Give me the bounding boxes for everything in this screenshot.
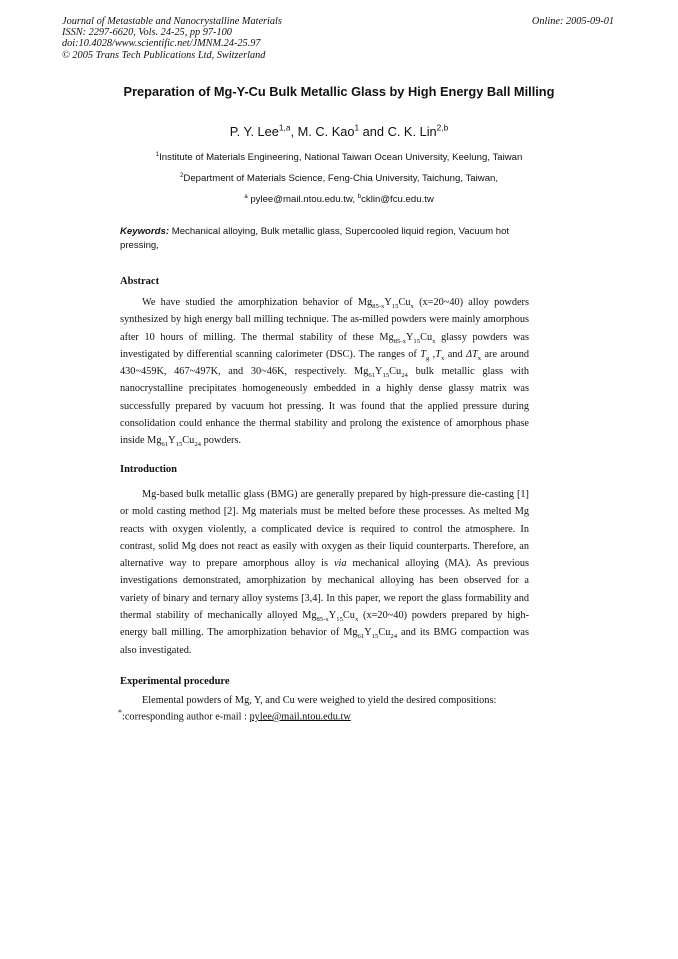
subscript: x xyxy=(410,303,414,311)
issn-line: ISSN: 2297-6620, Vols. 24-25, pp 97-100 xyxy=(62,27,232,39)
subscript: 24 xyxy=(390,633,398,641)
author-separator: , xyxy=(290,124,298,139)
text-run: Y xyxy=(168,435,176,447)
author-lee-mark: 1,a xyxy=(278,122,291,133)
text-run: mechanical alloying (MA). As previous investigations demonstrated, amorphization by mechanical alloying has been observed for a variety of binary and ternary alloy systems [3,4]. In this paper, we report the glass formability and thermal stability of mechanically alloyed Mg xyxy=(120,558,529,622)
text-run: Cu xyxy=(342,610,355,622)
keywords-label: Keywords: xyxy=(120,226,170,237)
symbol-tx: T xyxy=(435,348,441,360)
journal-name: Journal of Metastable and Nanocrystalline Materials xyxy=(62,16,282,27)
subscript: 85-x xyxy=(372,303,385,311)
author-lin: C. K. Lin xyxy=(387,124,437,139)
keywords-text: Mechanical alloying, Bulk metallic glass, Supercooled liquid region, Vacuum hot pressing, xyxy=(120,226,510,251)
text-run: Y xyxy=(405,331,414,343)
email-b: cklin@fcu.edu.tw xyxy=(361,194,434,205)
author-list xyxy=(0,124,678,139)
text-run: Cu xyxy=(420,331,433,343)
corresponding-email-link[interactable]: pylee@mail.ntou.edu.tw xyxy=(249,711,351,723)
abstract-paragraph xyxy=(120,294,529,450)
email-a: pylee@mail.ntou.edu.tw, xyxy=(247,194,358,205)
subscript: 15 xyxy=(413,337,421,345)
author-lee: P. Y. Lee xyxy=(229,124,279,139)
text-run: Cu xyxy=(398,297,411,308)
paper-title: Preparation of Mg-Y-Cu Bulk Metallic Glass by High Energy Ball Milling xyxy=(123,84,555,99)
text-run: powders. xyxy=(201,435,242,447)
text-run: Cu xyxy=(389,366,402,378)
text-run: , xyxy=(429,348,436,360)
text-run: Mg-based bulk metallic glass (BMG) are generally prepared by high-pressure die-casting [1] or mold casting method [2]. Mg materials must be melted before these processes. As melted Mg reacts with oxygen violently, a complicated device is required to control the atmosphere. In contrast, solid Mg does not react as easily with oxygen as their liquid counterparts. Therefore, an alternative way to prepare amorphous alloy is xyxy=(120,489,529,570)
symbol-delta-tx: ΔT xyxy=(465,348,478,360)
symbol-tg: T xyxy=(420,348,426,360)
author-emails xyxy=(0,194,678,205)
affiliation-2 xyxy=(0,173,678,184)
subscript: 85-x xyxy=(316,616,329,624)
subscript: 61 xyxy=(161,441,169,449)
introduction-heading: Introduction xyxy=(120,464,177,475)
text-run: Y xyxy=(328,610,337,622)
author-lin-mark: 2,b xyxy=(436,122,449,133)
text-run: Y xyxy=(364,627,372,639)
author-separator: and xyxy=(359,124,388,139)
introduction-paragraph xyxy=(120,486,529,659)
subscript: 15 xyxy=(371,633,379,641)
copyright-line: © 2005 Trans Tech Publications Ltd, Switzerland xyxy=(62,49,266,61)
subscript: x xyxy=(440,354,445,362)
footnote-label: :corresponding author e-mail : xyxy=(122,711,250,723)
affiliation-2-mark: 2 xyxy=(179,171,184,179)
text-run: and its BMG compaction was also investigated. xyxy=(120,627,529,656)
experimental-paragraph: Elemental powders of Mg, Y, and Cu were weighed to yield the desired compositions: xyxy=(142,695,497,706)
subscript: g xyxy=(425,354,430,362)
text-run: bulk metallic glass with nanocrystalline precipitates homogeneously embedded in a highly dense glassy matrix was successfully prepared by vacuum hot pressing. It was found that the applied pressure during consolidation could enhance the thermal stability and prolong the existence of amorphous phase inside Mg xyxy=(120,366,529,447)
online-date: Online: 2005-09-01 xyxy=(531,16,614,27)
abstract-heading: Abstract xyxy=(120,276,160,287)
experimental-heading: Experimental procedure xyxy=(120,676,230,687)
doi-line: doi:10.4028/www.scientific.net/JMNM.24-25.97 xyxy=(62,38,261,50)
affiliation-1-mark: 1 xyxy=(155,150,160,158)
journal-header xyxy=(62,16,614,61)
subscript: 15 xyxy=(175,441,183,449)
subscript: 15 xyxy=(391,303,399,311)
email-a-mark: a xyxy=(244,192,248,200)
subscript: x xyxy=(432,337,436,345)
text-run: Y xyxy=(375,366,383,378)
email-b-mark: b xyxy=(357,192,362,200)
subscript: 85-x xyxy=(393,337,406,345)
corresponding-author-footnote xyxy=(118,708,351,722)
text-run: Cu xyxy=(378,627,391,639)
subscript: 61 xyxy=(368,372,376,380)
text-run: Y xyxy=(384,297,392,308)
footnote-star: * xyxy=(118,708,122,717)
affiliation-1 xyxy=(0,152,678,163)
text-run: (x=20~40) powders prepared by high-energy ball milling. The amorphization behavior of Mg xyxy=(120,610,529,639)
text-run: We have studied the amorphization behavior of Mg xyxy=(142,297,373,308)
affiliation-1-text: Institute of Materials Engineering, National Taiwan Ocean University, Keelung, Taiwan xyxy=(159,152,523,163)
text-run: (x=20~40) alloy powders synthesized by high energy ball milling technique. The as-milled powders were mainly amorphous after 10 hours of milling. The thermal stability of these Mg xyxy=(120,297,529,343)
subscript: 15 xyxy=(382,372,390,380)
italic-via: via xyxy=(333,558,347,570)
affiliation-2-text: Department of Materials Science, Feng-Chia University, Taichung, Taiwan, xyxy=(183,173,499,184)
text-run: and xyxy=(444,348,466,360)
text-run: are around 430~459K, 467~497K, and 30~46K, respectively. Mg xyxy=(120,348,529,378)
author-kao-mark: 1 xyxy=(354,122,360,133)
author-kao: M. C. Kao xyxy=(297,124,355,139)
subscript: x xyxy=(477,354,482,362)
subscript: 24 xyxy=(194,441,202,449)
text-run: glassy powders was investigated by differential scanning calorimeter (DSC). The ranges of xyxy=(120,331,529,360)
keywords xyxy=(120,225,530,253)
subscript: 24 xyxy=(401,372,408,380)
subscript: 15 xyxy=(336,616,343,624)
subscript: 61 xyxy=(357,633,365,641)
subscript: x xyxy=(354,616,359,624)
text-run: Cu xyxy=(182,435,195,447)
